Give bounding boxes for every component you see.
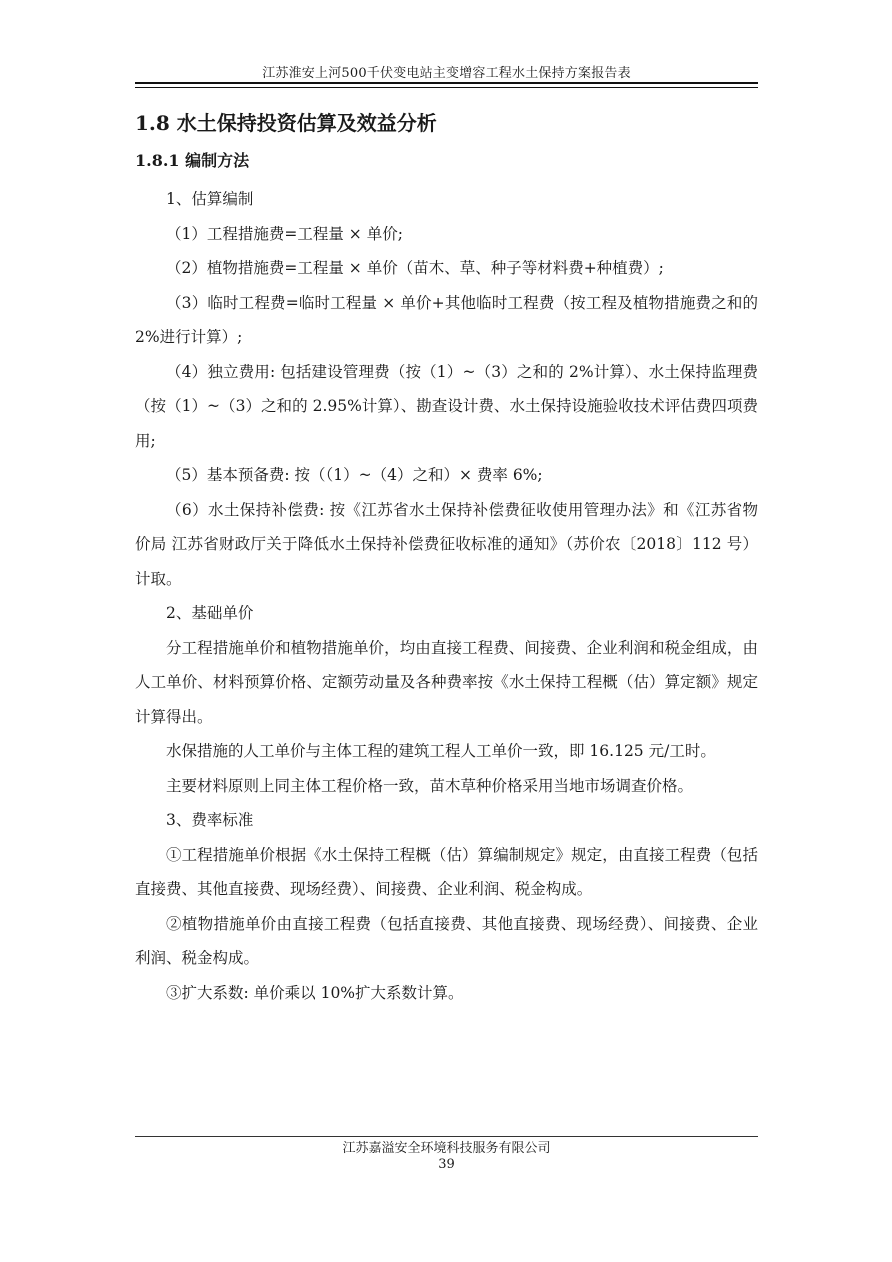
paragraph-engineering-cost: （1）工程措施费=工程量 × 单价;	[166, 224, 403, 243]
section-title: 1.8 水土保持投资估算及效益分析	[135, 111, 437, 135]
header-rule-thin	[135, 87, 758, 88]
paragraph-base-price-heading: 2、基础单价	[166, 604, 254, 622]
paragraph-plant-unit-price: ②植物措施单价由直接工程费（包括直接费、其他直接费、现场经费）、间接费、企业利润、税金构成。	[135, 914, 758, 967]
page-number: 39	[438, 1157, 455, 1172]
paragraph-material-price: 主要材料原则上同主体工程价格一致，苗木草种价格采用当地市场调查价格。	[166, 776, 694, 795]
footer-company: 江苏嘉溢安全环境科技服务有限公司	[342, 1141, 551, 1156]
paragraph-plant-cost: （2）植物措施费=工程量 × 单价（苗木、草、种子等材料费+种植费）;	[166, 259, 664, 277]
paragraph-compensation-fee: （6）水土保持补偿费: 按《江苏省水土保持补偿费征收使用管理办法》和《江苏省物价局 江苏省财政厅关于降低水土保持补偿费征收标准的通知》（苏价农〔2018〕112 号）计取。	[135, 500, 758, 588]
paragraph-labor-price: 水保措施的人工单价与主体工程的建筑工程人工单价一致，即 16.125 元/工时。	[166, 742, 716, 760]
paragraph-engineering-unit-price: ①工程措施单价根据《水土保持工程概（估）算编制规定》规定，由直接工程费（包括直接费、其他直接费、现场经费）、间接费、企业利润、税金构成。	[135, 845, 758, 898]
paragraph-temporary-cost: （3）临时工程费=临时工程量 × 单价+其他临时工程费（按工程及植物措施费之和的 2%进行计算）;	[135, 293, 758, 346]
header-title: 江苏淮安上河500千伏变电站主变增容工程水土保持方案报告表	[262, 66, 631, 81]
paragraph-unit-price-composition: 分工程措施单价和植物措施单价，均由直接工程费、间接费、企业利润和税金组成，由人工单价、材料预算价格、定额劳动量及各种费率按《水土保持工程概（估）算定额》规定计算得出。	[135, 638, 758, 726]
paragraph-rate-standard-heading: 3、费率标准	[166, 811, 254, 829]
paragraph-expansion-coefficient: ③扩大系数: 单价乘以 10%扩大系数计算。	[166, 983, 464, 1002]
subsection-title: 1.8.1 编制方法	[135, 151, 250, 170]
paragraph-reserve-cost: （5）基本预备费: 按（（1）~（4）之和）× 费率 6%;	[166, 466, 543, 484]
header-rule-thick	[135, 82, 758, 84]
footer-rule	[135, 1136, 758, 1137]
paragraph-independent-cost: （4）独立费用: 包括建设管理费（按（1）~（3）之和的 2%计算）、水土保持监理费（按（1）~（3）之和的 2.95%计算）、勘查设计费、水土保持设施验收技术评估费四项费用;	[135, 362, 758, 450]
paragraph-estimate-heading: 1、估算编制	[166, 190, 254, 208]
page-header	[135, 58, 758, 88]
page-content	[135, 108, 758, 1010]
page-footer	[135, 1136, 758, 1173]
